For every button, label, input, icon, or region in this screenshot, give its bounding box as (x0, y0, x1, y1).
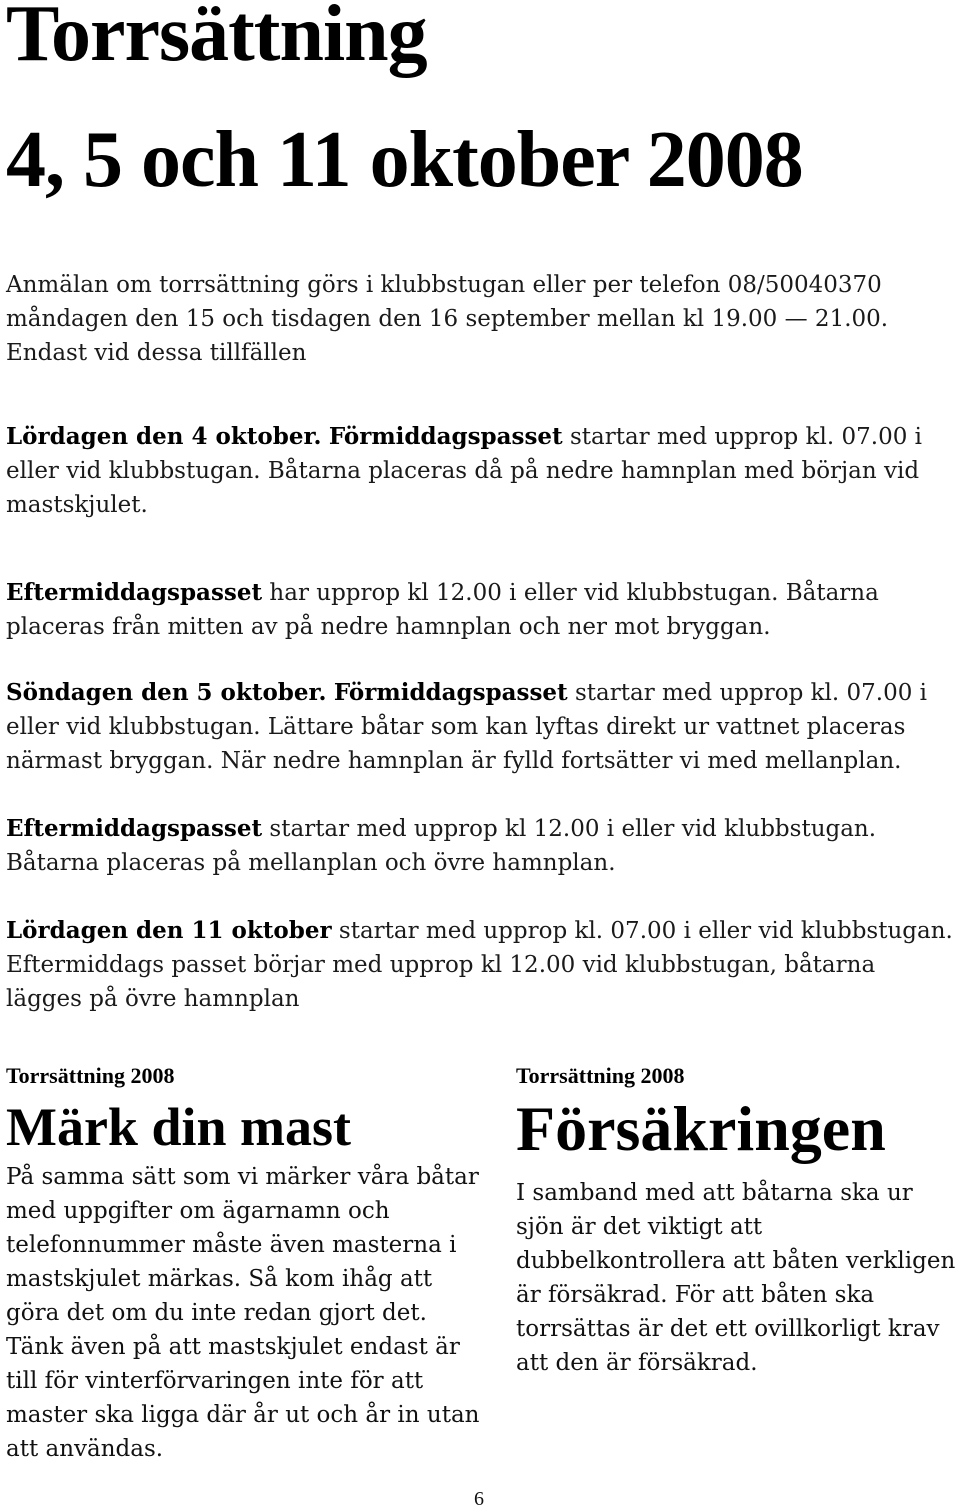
page-number: 6 (474, 1488, 484, 1510)
insurance-kicker: Torrsättning 2008 (516, 1063, 685, 1088)
mast-title: Märk din mast (6, 1097, 352, 1157)
sunday-5-afternoon (6, 812, 956, 880)
sunday-5-morning (6, 676, 956, 778)
insurance-text: I samband med att båtarna ska ur sjön är det viktigt att dubbelkontrollera att båten verkligen är försäkrad. För att båten ska torrsättas är det ett ovillkorligt krav att den är försäkrad. (516, 1180, 956, 1376)
sunday-5-section (6, 676, 956, 778)
saturday-4-day: Lördagen den 4 oktober. (6, 423, 322, 450)
saturday-4-afternoon-text: har upprop kl 12.00 i eller vid klubbstugan. Båtarna placeras från mitten av på nedre hamnplan och ner mot bryggan. (6, 580, 879, 640)
saturday-11-text: startar med upprop kl. 07.00 i eller vid klubbstugan. Eftermiddags passet börjar med upprop kl 12.00 vid klubbstugan, båtarna lägges på övre hamnplan (6, 918, 953, 1012)
saturday-4-afternoon-section (6, 576, 956, 644)
sunday-5-morning-label: Förmiddagspasset (333, 679, 568, 706)
saturday-4-morning-label: Förmiddagspasset (328, 423, 563, 450)
sunday-5-afternoon-section (6, 812, 956, 880)
mast-marking-column (6, 1062, 486, 1466)
saturday-11-section (6, 914, 956, 1016)
saturday-11-paragraph (6, 914, 956, 1016)
sunday-5-afternoon-label: Eftermiddagspasset (6, 815, 263, 842)
saturday-4-afternoon-label: Eftermiddagspasset (6, 579, 263, 606)
page-title: Torrsättning (6, 0, 427, 78)
sunday-5-day: Söndagen den 5 oktober. (6, 679, 327, 706)
intro-text: Anmälan om torrsättning görs i klubbstugan eller per telefon 08/50040370 måndagen den 15 och tisdagen den 16 september mellan kl 19.00 — 21.00. Endast vid dessa tillfällen (6, 272, 889, 366)
mast-kicker: Torrsättning 2008 (6, 1063, 175, 1088)
page-subtitle-dates: 4, 5 och 11 oktober 2008 (6, 116, 803, 204)
insurance-title: Försäkringen (516, 1093, 886, 1164)
mast-text: På samma sätt som vi märker våra båtar med uppgifter om ägarnamn och telefonnummer måste även masterna i mastskjulet märkas. Så kom ihåg att göra det om du inte redan gjort det. Tänk även på att mastskjulet endast är till för vinterförvaringen inte för att master ska ligga där år ut och år in utan att användas. (6, 1164, 480, 1462)
saturday-4-morning (6, 420, 956, 522)
sunday-5-afternoon-text: startar med upprop kl 12.00 i eller vid klubbstugan. Båtarna placeras på mellanplan och övre hamnplan. (6, 816, 877, 876)
saturday-11-day: Lördagen den 11 oktober (6, 917, 332, 944)
sunday-5-morning-text: startar med upprop kl. 07.00 i eller vid klubbstugan. Lättare båtar som kan lyftas direkt ur vattnet placeras närmast bryggan. När nedre hamnplan är fylld fortsätter vi med mellanplan. (6, 680, 928, 774)
intro-paragraph (6, 268, 956, 370)
insurance-column (516, 1062, 956, 1380)
saturday-4-afternoon (6, 576, 956, 644)
saturday-4-morning-text: startar med upprop kl. 07.00 i eller vid klubbstugan. Båtarna placeras då på nedre hamnplan med början vid mastskjulet. (6, 424, 922, 518)
saturday-4-section (6, 420, 956, 522)
